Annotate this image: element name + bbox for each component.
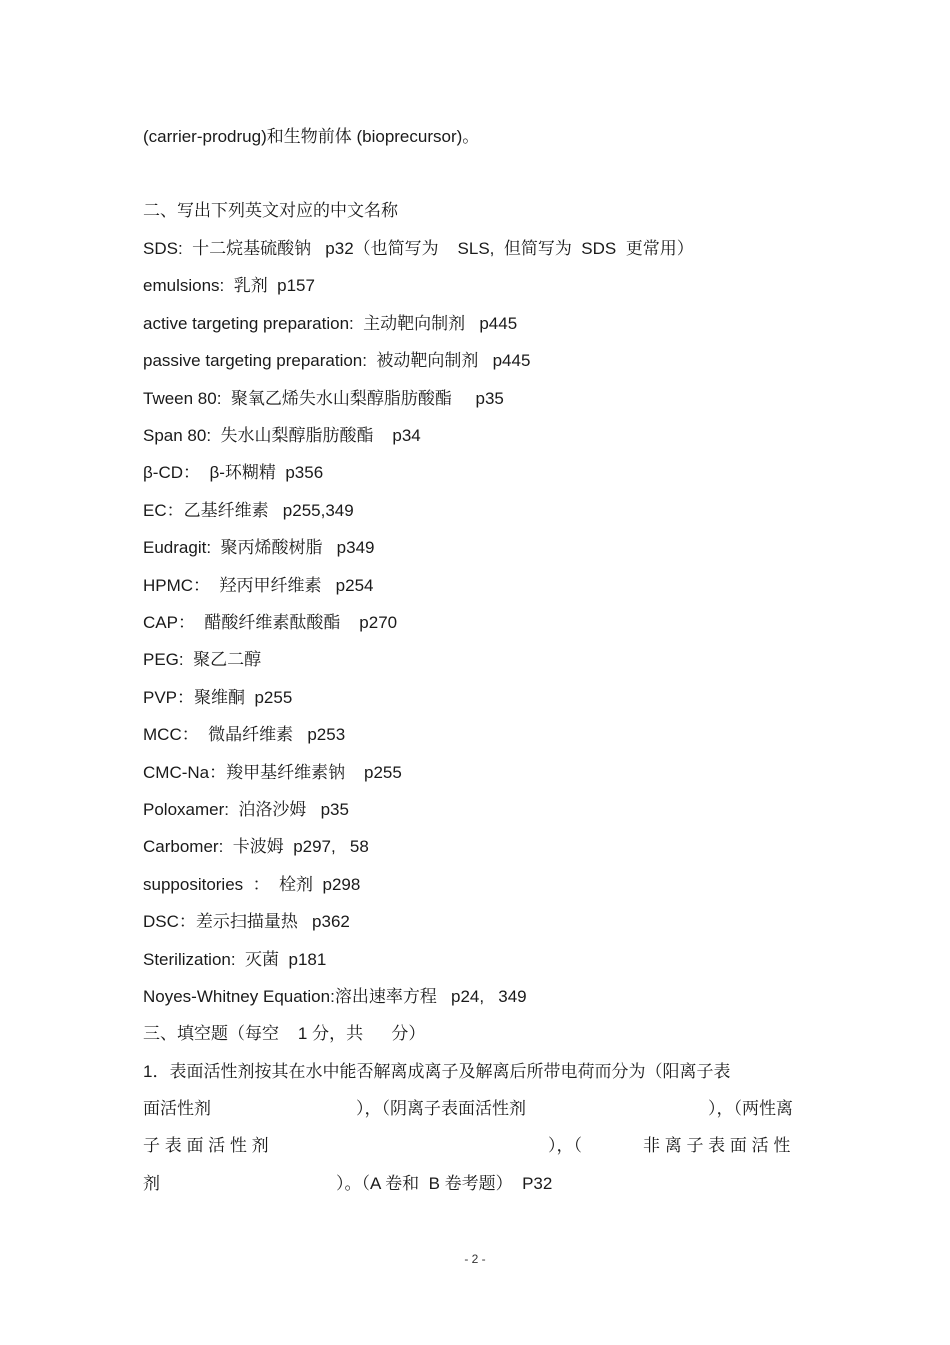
term-line: CAP： 醋酸纤维素酞酸酯 p270 [143,613,398,632]
question-1-line-4-a: 剂 [143,1174,160,1193]
question-1-line-2-a: 面活性剂 [143,1099,211,1118]
question-1-line-2-c: ），（两性离 [708,1099,793,1118]
term-line: active targeting preparation: 主动靶向制剂 p445 [143,314,518,333]
question-1-line-3-a: 子 表 面 活 性 剂 [143,1136,269,1155]
term-line: emulsions: 乳剂 p157 [143,276,315,295]
term-line: CMC-Na：羧甲基纤维素钠 p255 [143,763,402,782]
question-1-line-2-b: ），（阴离子表面活性剂 [356,1099,526,1118]
term-line: Span 80: 失水山梨醇脂肪酸酯 p34 [143,426,421,445]
term-line: SDS: 十二烷基硫酸钠 p32（也简写为 SLS, 但简写为 SDS 更常用） [143,239,694,258]
term-line: suppositories ： 栓剂 p298 [143,875,361,894]
term-line: β-CD： β-环糊精 p356 [143,463,324,482]
term-line: passive targeting preparation: 被动靶向制剂 p445 [143,351,531,370]
term-line: EC：乙基纤维素 p255,349 [143,501,354,520]
section2-title: 二、写出下列英文对应的中文名称 [143,201,398,220]
question-1-line-4-b: ）。（A 卷和 B 卷考题） P32 [336,1174,553,1193]
term-line: Noyes-Whitney Equation:溶出速率方程 p24, 349 [143,987,527,1006]
question-1-line-1: 1．表面活性剂按其在水中能否解离成离子及解离后所带电荷而分为（阳离子表 [143,1062,731,1081]
term-line: Tween 80: 聚氧乙烯失水山梨醇脂肪酸酯 p35 [143,389,504,408]
term-line: DSC：差示扫描量热 p362 [143,912,350,931]
intro-line: (carrier-prodrug)和生物前体 (bioprecursor)。 [143,127,480,146]
term-line: PEG: 聚乙二醇 [143,650,262,669]
term-line: HPMC： 羟丙甲纤维素 p254 [143,576,374,595]
term-line: PVP：聚维酮 p255 [143,688,293,707]
term-line: MCC： 微晶纤维素 p253 [143,725,346,744]
question-1-line-3-b: ），（ [548,1136,582,1155]
term-line: Carbomer: 卡波姆 p297, 58 [143,837,369,856]
term-line: Eudragit: 聚丙烯酸树脂 p349 [143,538,375,557]
term-line: Sterilization: 灭菌 p181 [143,950,327,969]
page-number: - 2 - [464,1252,486,1266]
section3-title: 三、填空题（每空 1 分，共 分） [143,1024,426,1043]
question-1-line-3-c: 非 离 子 表 面 活 性 [643,1136,791,1155]
term-line: Poloxamer: 泊洛沙姆 p35 [143,800,349,819]
